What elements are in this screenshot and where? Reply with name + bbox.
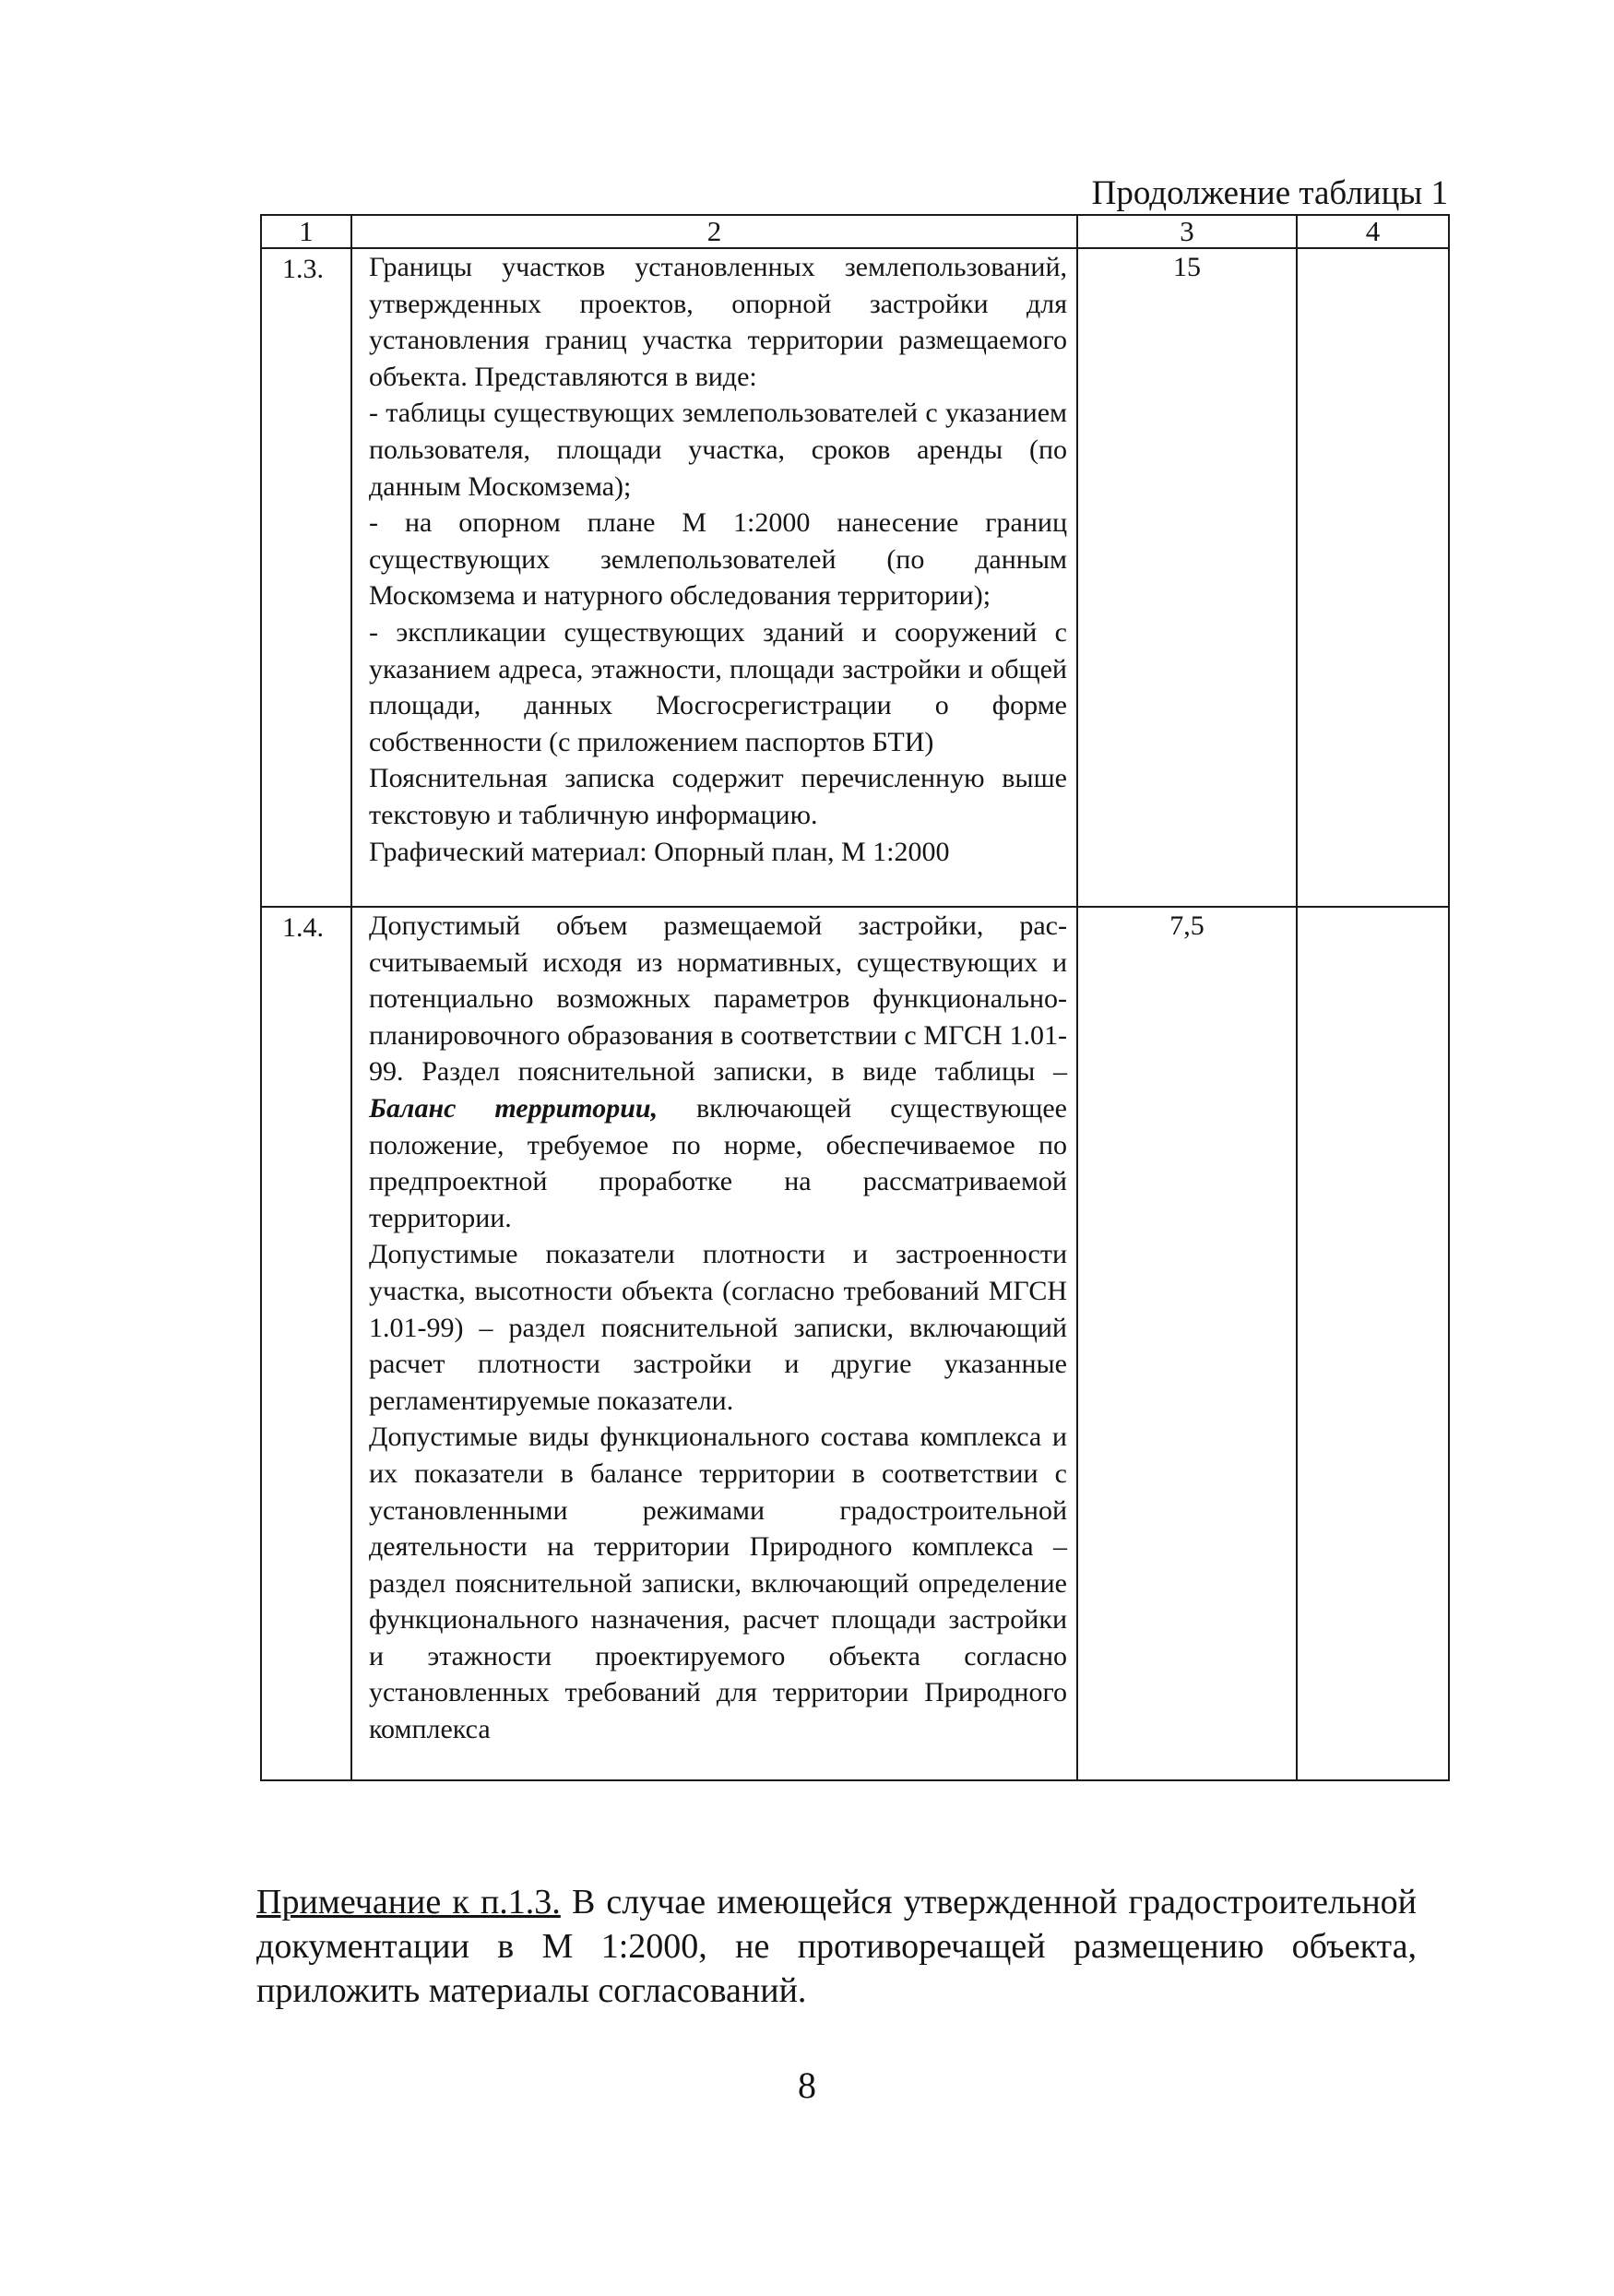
note-text: В случае имеющейся утвержденной градостроительной документации в М 1:2000, не противоречащей размещению объекта, приложить материалы согласований. — [256, 1883, 1417, 2010]
column-header-1: 1 — [261, 215, 351, 248]
paragraph: - экспликации существующих зданий и сооружений с указанием адреса, этажности, площади застройки и общей площади, данных Мосгосрегистрации о форме собственности (с приложением паспортов БТИ) — [369, 616, 1067, 757]
paragraph: - таблицы существующих землепользователей с указанием пользователя, площади участка, сроков аренды (по данным Москомзема); — [369, 398, 1067, 502]
table-caption: Продолжение таблицы 1 — [1091, 174, 1448, 212]
paragraph: Пояснительная записка содержит перечисленную выше текстовую и табличную информацию. — [369, 763, 1067, 830]
page-number: 8 — [798, 2064, 816, 2106]
table-row — [261, 907, 1449, 1780]
table-row — [261, 248, 1449, 907]
row-number: 1.3. — [261, 248, 351, 907]
row-col4 — [1297, 248, 1449, 907]
row-description — [351, 907, 1077, 1780]
emphasis-text: Баланс территории, — [369, 1092, 659, 1124]
column-header-4: 4 — [1297, 215, 1449, 248]
paragraph: Допустимые показатели плотности и застроенности участка, высотности объекта (согласно требований МГСН 1.01-99) – раздел пояснительной записки, включающий расчет плотности застройки и другие указанные регламентируемые показатели. — [369, 1239, 1067, 1416]
row-col4 — [1297, 907, 1449, 1780]
row-value: 15 — [1077, 248, 1297, 907]
text-span: Допустимый объем размещаемой застройки, рассчитываемый исходя из нормативных, существующих и потенциально возможных параметров функционально-планировочного образования в соответствии с МГСН 1.01-99. Раздел пояснительной записки, в виде таблицы – — [369, 910, 1067, 1088]
column-header-2: 2 — [351, 215, 1077, 248]
paragraph: Границы участков установленных землепользований, утвержденных проектов, опорной застройки для установления границ участка территории размещаемого объекта. Представляются в виде: — [369, 252, 1067, 392]
row-description — [351, 248, 1077, 907]
column-header-3: 3 — [1077, 215, 1297, 248]
note — [256, 1880, 1417, 2013]
requirements-table — [260, 214, 1450, 1781]
note-label: Примечание к п.1.3. — [256, 1883, 561, 1921]
text-span: включающей существующее положение, требуемое по норме, обеспечиваемое по предпроектной проработке на рассматриваемой территории. — [369, 1092, 1067, 1233]
paragraph: Допустимые виды функционального состава комплекса и их показатели в балансе территории в соответствии с установленными режимами градостроительной деятельности на территории Природного комплекса – раздел пояснительной записки, включающий определение функционального назначения, расчет площади застройки и этажности проектируемого объекта согласно установленных требований для территории Природного комплекса — [369, 1422, 1067, 1745]
paragraph — [369, 908, 1067, 1236]
table-header-row — [261, 215, 1449, 248]
row-value: 7,5 — [1077, 907, 1297, 1780]
paragraph: - на опорном плане М 1:2000 нанесение границ существующих землепользователей (по данным Москомзема и натурного обследования территории); — [369, 507, 1067, 612]
paragraph: Графический материал: Опорный план, М 1:2000 — [369, 836, 950, 867]
row-number: 1.4. — [261, 907, 351, 1780]
